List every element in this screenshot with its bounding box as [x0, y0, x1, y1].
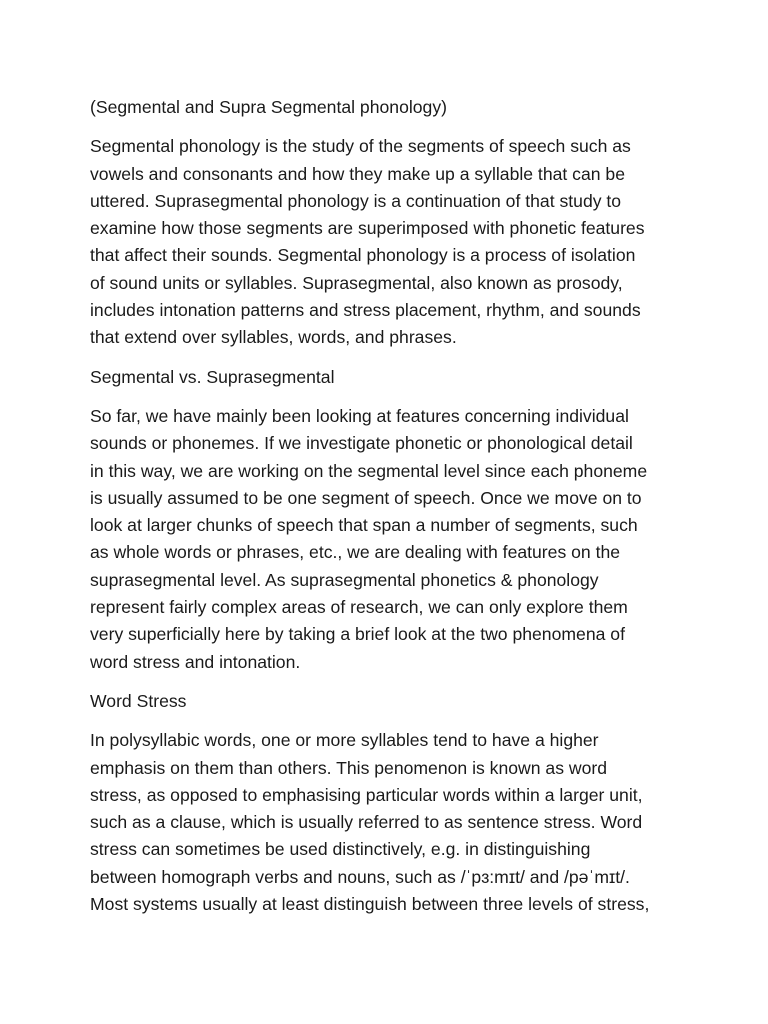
text-line: is usually assumed to be one segment of speech. Once we move on to — [90, 487, 642, 508]
text-line: represent fairly complex areas of research, we can only explore them — [90, 597, 628, 618]
text-line: vowels and consonants and how they make up a syllable that can be — [90, 163, 625, 184]
text-line: very superficially here by taking a brief look at the two phenomena of — [90, 624, 625, 645]
text-line: includes intonation patterns and stress placement, rhythm, and sounds — [90, 300, 641, 321]
text-line: In polysyllabic words, one or more syllables tend to have a higher — [90, 730, 599, 751]
text-line: as whole words or phrases, etc., we are dealing with features on the — [90, 542, 621, 563]
text-line: such as a clause, which is usually referred to as sentence stress. Word — [90, 812, 643, 833]
text-line: stress, as opposed to emphasising particular words within a larger unit, — [90, 784, 643, 805]
text-line: emphasis on them than others. This penomenon is known as word — [90, 757, 608, 778]
text-line: stress can sometimes be used distinctively, e.g. in distinguishing — [90, 839, 591, 860]
text-line: that extend over syllables, words, and phrases. — [90, 327, 457, 348]
text-line: suprasegmental level. As suprasegmental phonetics & phonology — [90, 569, 599, 590]
text-line: uttered. Suprasegmental phonology is a continuation of that study to — [90, 190, 622, 211]
text-line: of sound units or syllables. Suprasegmental, also known as prosody, — [90, 272, 623, 293]
text-line: sounds or phonemes. If we investigate phonetic or phonological detail — [90, 433, 633, 454]
text-line: look at larger chunks of speech that span a number of segments, such — [90, 515, 638, 536]
text-line: in this way, we are working on the segmental level since each phoneme — [90, 460, 648, 481]
text-line: between homograph verbs and nouns, such as /ˈpɜ:mɪt/ and /pəˈmɪt/. — [90, 866, 630, 887]
paragraph-word-stress — [90, 727, 728, 918]
text-line: So far, we have mainly been looking at features concerning individual — [90, 405, 629, 426]
subheading-word-stress: Word Stress — [90, 690, 187, 711]
text-line: Segmental phonology is the study of the segments of speech such as — [90, 136, 631, 157]
document-heading: (Segmental and Supra Segmental phonology) — [90, 97, 447, 117]
text-line: word stress and intonation. — [90, 651, 301, 672]
paragraph-segmental-phonology — [90, 133, 728, 351]
text-line: Most systems usually at least distinguish between three levels of stress, — [90, 894, 650, 915]
subheading-segmental-vs-suprasegmental: Segmental vs. Suprasegmental — [90, 366, 335, 387]
text-line: that affect their sounds. Segmental phonology is a process of isolation — [90, 245, 636, 266]
text-line: examine how those segments are superimposed with phonetic features — [90, 218, 645, 239]
paragraph-segmental-vs-suprasegmental — [90, 403, 728, 676]
